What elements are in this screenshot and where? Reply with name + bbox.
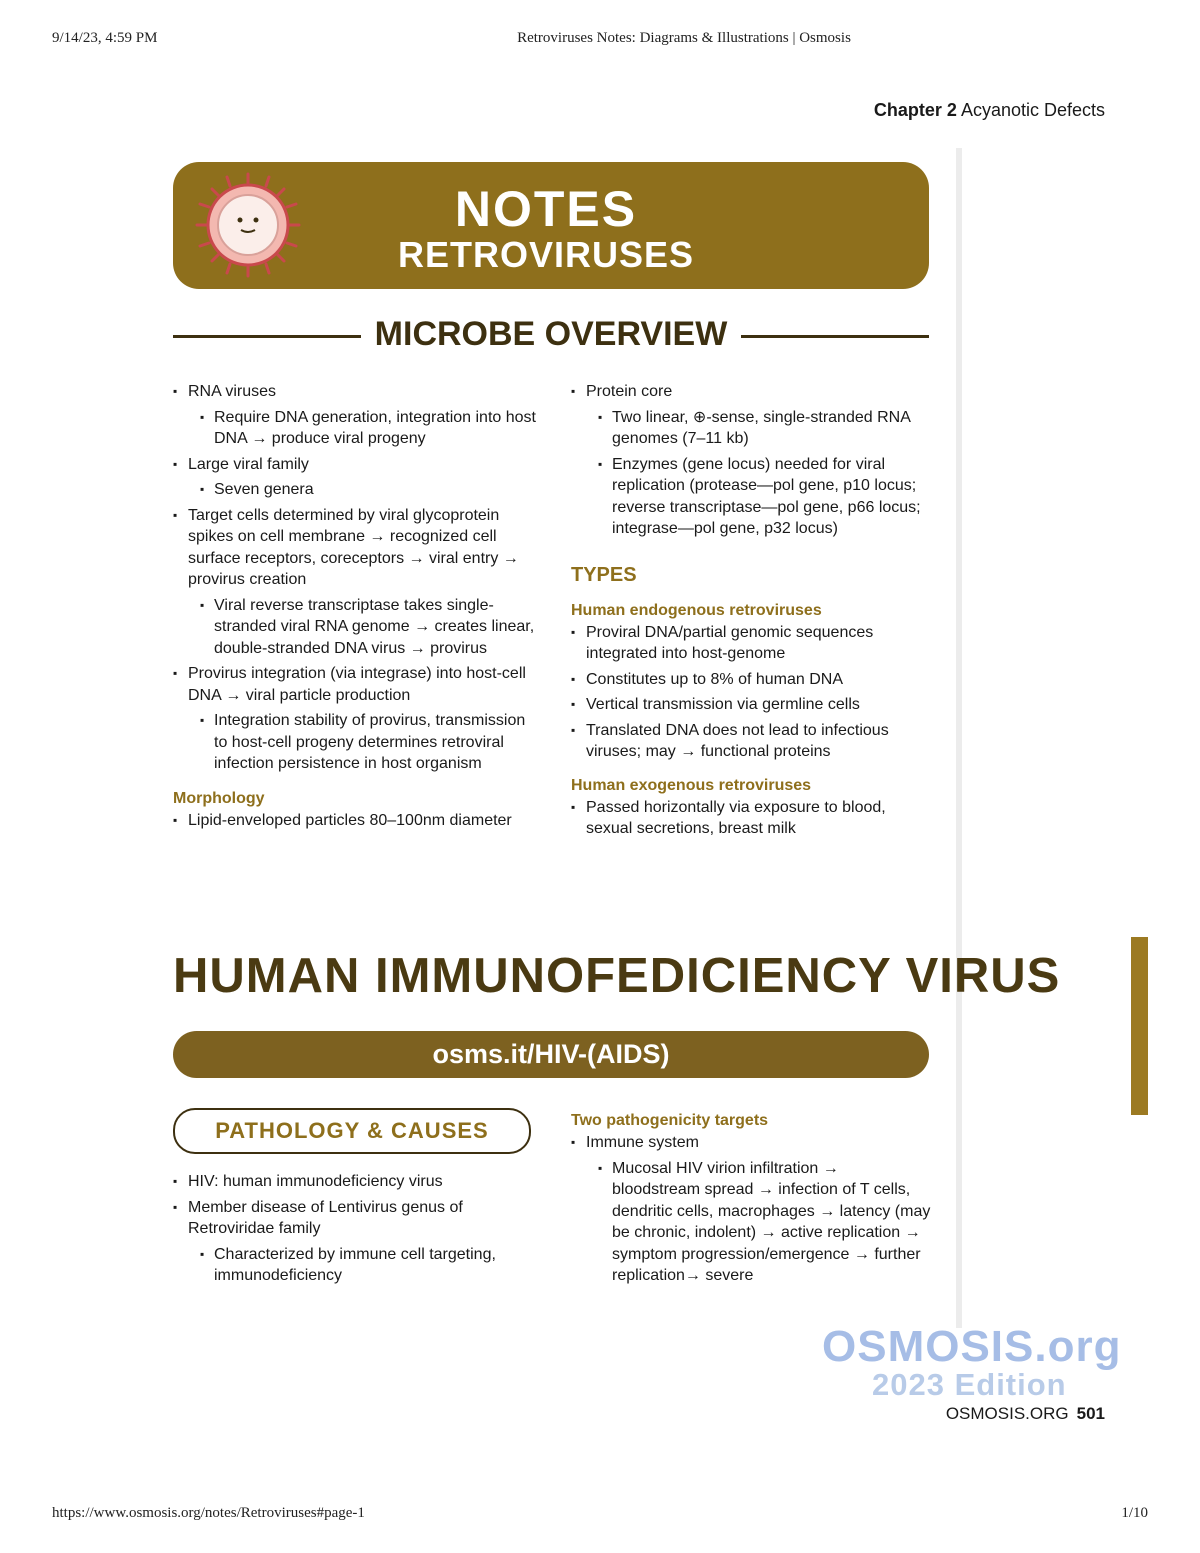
list-item: ▪ Member disease of Lentivirus genus of Retroviridae family (173, 1197, 538, 1240)
endogenous-list (571, 622, 931, 763)
pathology-list (173, 1171, 538, 1287)
endogenous-heading: Human endogenous retroviruses (571, 601, 822, 619)
banner-topic-title: RETROVIRUSES (397, 234, 695, 275)
chapter-heading (874, 100, 1105, 121)
section-title: MICROBE OVERVIEW (361, 315, 742, 353)
list-item: ▪ Two linear, ⊕-sense, single-stranded RNA genomes (7–11 kb) (571, 407, 931, 450)
page-footer (946, 1404, 1105, 1424)
chapter-side-tab[interactable] (1131, 937, 1148, 1115)
overview-right-list (571, 381, 931, 540)
print-page-count: 1/10 (1121, 1505, 1148, 1521)
list-item: ▪ Characterized by immune cell targeting, immunodeficiency (173, 1244, 538, 1287)
banner-notes-title: NOTES (454, 181, 638, 237)
microbe-overview-header (173, 313, 929, 359)
hiv-title: HUMAN IMMUNOFEDICIENCY VIRUS (173, 949, 1061, 1003)
list-item: ▪ Seven genera (173, 479, 538, 501)
print-url[interactable]: https://www.osmosis.org/notes/Retroviruses#page-1 (52, 1505, 365, 1521)
list-item: ▪ Require DNA generation, integration into host DNA → produce viral progeny (173, 407, 538, 450)
list-item: ▪ Enzymes (gene locus) needed for viral replication (protease—pol gene, p10 locus; reverse transcriptase—pol gene, p66 locus; integrase—pol gene, p32 locus) (571, 454, 931, 540)
osmosis-watermark-edition: 2023 Edition (872, 1367, 1067, 1402)
osmosis-watermark-logo: OSMOSIS.org (822, 1322, 1122, 1371)
footer-site: OSMOSIS.ORG (945, 1404, 1069, 1423)
pathology-causes-label: PATHOLOGY & CAUSES (173, 1108, 531, 1154)
exogenous-heading: Human exogenous retroviruses (571, 776, 812, 794)
hiv-link-bar[interactable]: osms.it/HIV-(AIDS) (173, 1031, 929, 1078)
list-item: ▪ HIV: human immunodeficiency virus (173, 1171, 538, 1193)
targets-heading: Two pathogenicity targets (571, 1112, 769, 1129)
morphology-list (173, 810, 538, 832)
list-item: ▪ Mucosal HIV virion infiltration → bloodstream spread → infection of T cells, dendritic cells, macrophages → latency (may be chronic, indolent) → active replication → symptom progression/emergence → further replication→ severe (571, 1158, 931, 1287)
print-datetime: 9/14/23, 4:59 PM (52, 30, 158, 46)
list-item: ▪ Large viral family (173, 454, 538, 476)
chapter-label: Chapter 2 (873, 100, 957, 120)
overview-left-column (173, 381, 538, 831)
print-doc-title: Retroviruses Notes: Diagrams & Illustrations | Osmosis (517, 30, 851, 46)
types-heading: TYPES (571, 563, 637, 586)
overview-left-list (173, 381, 538, 775)
list-item: ▪ Provirus integration (via integrase) into host-cell DNA → viral particle production (173, 663, 538, 706)
pathology-column (173, 1171, 538, 1287)
list-item: ▪ RNA viruses (173, 381, 538, 403)
list-item: ▪ Protein core (571, 381, 931, 403)
list-item: ▪ Proviral DNA/partial genomic sequences integrated into host-genome (571, 622, 931, 665)
list-item: ▪ Target cells determined by viral glycoprotein spikes on cell membrane → recognized cell surface receptors, coreceptors → viral entry → provirus creation (173, 505, 538, 591)
overview-right-column (571, 381, 931, 840)
list-item: ▪ Immune system (571, 1132, 931, 1154)
targets-list (571, 1132, 931, 1287)
notes-banner (173, 162, 929, 289)
sidebar-divider (956, 148, 962, 1328)
list-item: ▪ Viral reverse transcriptase takes single-stranded viral RNA genome → creates linear, double-stranded DNA virus → provirus (173, 595, 538, 660)
list-item: ▪ Lipid-enveloped particles 80–100nm diameter (173, 810, 538, 832)
list-item: ▪ Passed horizontally via exposure to blood, sexual secretions, breast milk (571, 797, 931, 840)
list-item: ▪ Integration stability of provirus, transmission to host-cell progeny determines retroviral infection persistence in host organism (173, 710, 538, 775)
morphology-heading: Morphology (173, 789, 265, 807)
footer-page-number: 501 (1076, 1404, 1105, 1423)
list-item: ▪ Constitutes up to 8% of human DNA (571, 669, 931, 691)
list-item: ▪ Translated DNA does not lead to infectious viruses; may → functional proteins (571, 720, 931, 763)
targets-column (571, 1112, 931, 1287)
chapter-name: Acyanotic Defects (960, 100, 1105, 120)
list-item: ▪ Vertical transmission via germline cells (571, 694, 931, 716)
exogenous-list (571, 797, 931, 840)
